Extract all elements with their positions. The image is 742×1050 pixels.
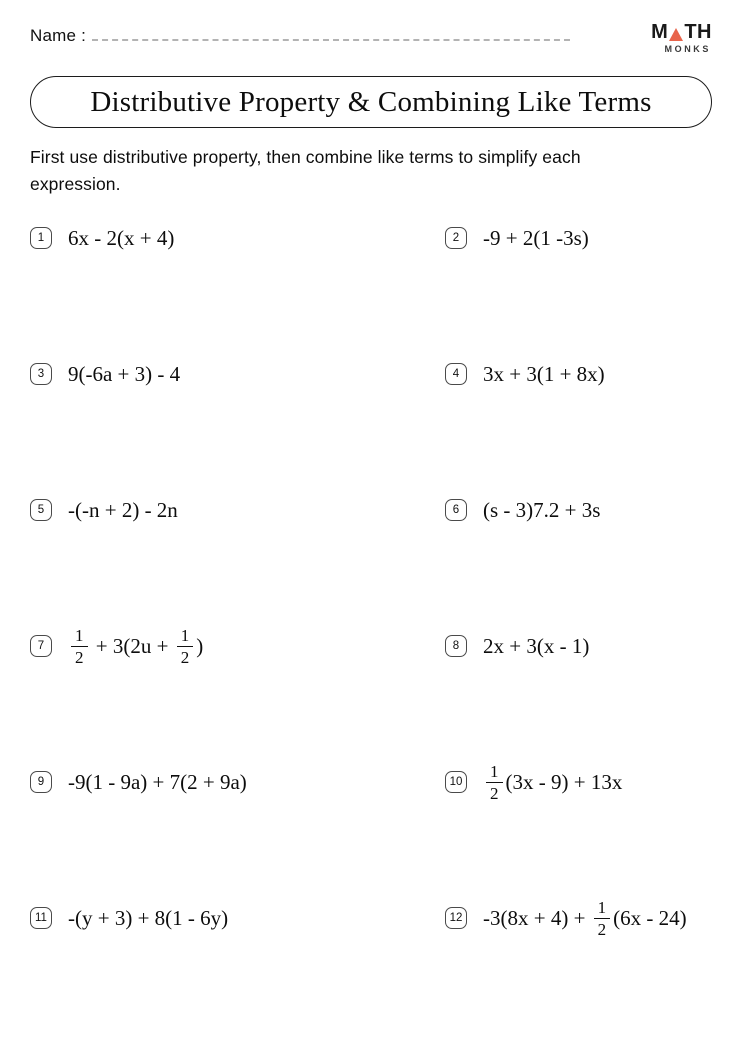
- page-title: Distributive Property & Combining Like Terms: [90, 85, 652, 118]
- problem-item: [30, 617, 445, 675]
- expression-text: -9(1 - 9a) + 7(2 + 9a): [68, 769, 247, 794]
- problem-number-badge: 2: [445, 227, 467, 249]
- expression-text: (s - 3)7.2 + 3s: [483, 497, 601, 522]
- problem-number-badge: 6: [445, 499, 467, 521]
- problem-item: [30, 889, 445, 947]
- problem-item: [445, 753, 712, 811]
- fraction: $\frac{1}{2}$: [177, 626, 194, 667]
- problem-number-badge: 7: [30, 635, 52, 657]
- problem-number-badge: 8: [445, 635, 467, 657]
- problem-expression: [483, 362, 605, 387]
- problem-item: [445, 617, 712, 675]
- name-blank-line: [92, 27, 570, 41]
- expression-text: -(-n + 2) - 2n: [68, 497, 178, 522]
- problem-number-badge: 11: [30, 907, 52, 929]
- problem-number-badge: 12: [445, 907, 467, 929]
- problem-expression: [68, 226, 174, 251]
- problem-expression: [68, 626, 203, 667]
- expression-text: -9 + 2(1 -3s): [483, 225, 589, 250]
- name-block: [30, 26, 651, 46]
- problem-expression: [68, 498, 178, 523]
- expression-text: -(y + 3) + 8(1 - 6y): [68, 905, 229, 930]
- expression-text: -3(8x + 4) +: [483, 905, 591, 930]
- expression-text: ): [196, 633, 204, 658]
- math-monks-logo: [651, 22, 712, 54]
- expression-text: + 3(2u +: [90, 633, 174, 658]
- problem-expression: [483, 226, 589, 251]
- logo-subtitle: MONKS: [664, 44, 711, 54]
- problem-item: [30, 753, 445, 811]
- problem-item: [445, 889, 712, 947]
- expression-text: (3x - 9) + 13x: [505, 769, 623, 794]
- expression-text: 3x + 3(1 + 8x): [483, 361, 605, 386]
- problem-expression: [68, 770, 247, 795]
- problem-expression: [483, 762, 622, 803]
- instructions-line-2: expression.: [30, 173, 121, 194]
- logo-letters-th: TH: [684, 21, 712, 43]
- problem-item: [30, 481, 445, 539]
- problem-number-badge: 1: [30, 227, 52, 249]
- problem-item: [445, 481, 712, 539]
- problem-expression: [483, 634, 589, 659]
- worksheet-title-box: [30, 76, 712, 128]
- problem-number-badge: 3: [30, 363, 52, 385]
- fraction: $\frac{1}{2}$: [71, 626, 88, 667]
- instructions-line-1: First use distributive property, then combine like terms to simplify each: [30, 147, 581, 167]
- expression-text: (6x - 24): [613, 905, 687, 930]
- problem-item: [30, 345, 445, 403]
- fraction: $\frac{1}{2}$: [486, 762, 503, 803]
- problem-expression: [68, 362, 180, 387]
- expression-text: 9(-6a + 3) - 4: [68, 361, 181, 386]
- problem-item: [445, 209, 712, 267]
- triangle-icon: [669, 28, 683, 41]
- fraction: $\frac{1}{2}$: [594, 898, 611, 939]
- problem-expression: [483, 498, 600, 523]
- header: [30, 20, 712, 64]
- logo-wordmark: [651, 22, 712, 42]
- expression-text: 2x + 3(x - 1): [483, 633, 590, 658]
- problem-number-badge: 5: [30, 499, 52, 521]
- instructions: [30, 144, 712, 197]
- problem-expression: [68, 906, 228, 931]
- problems-grid: [30, 209, 712, 1025]
- problem-number-badge: 9: [30, 771, 52, 793]
- problem-item: [30, 209, 445, 267]
- problem-number-badge: 10: [445, 771, 467, 793]
- expression-text: 6x - 2(x + 4): [68, 225, 175, 250]
- problem-number-badge: 4: [445, 363, 467, 385]
- logo-letter-m: M: [651, 21, 669, 43]
- name-label: Name :: [30, 26, 86, 45]
- problem-item: [445, 345, 712, 403]
- problem-expression: [483, 898, 687, 939]
